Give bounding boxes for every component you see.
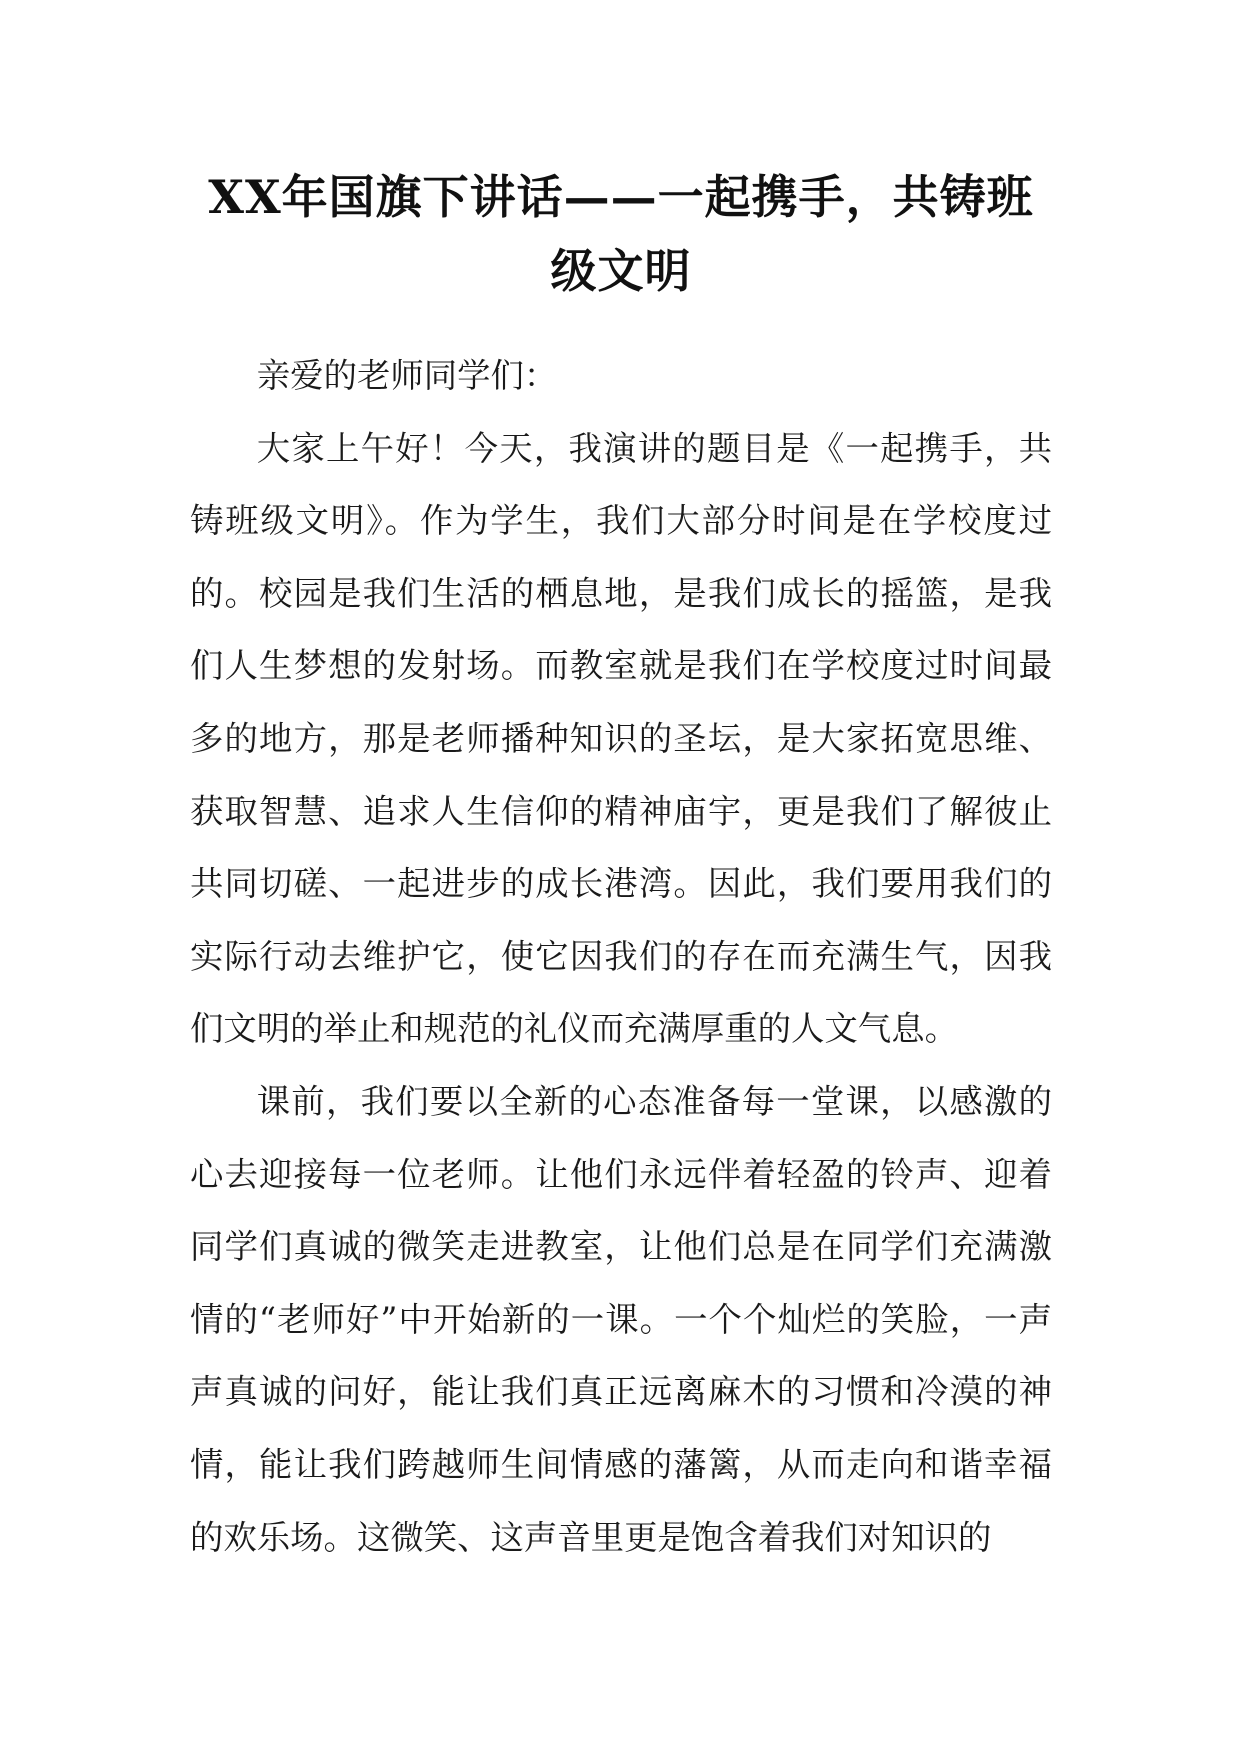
body-paragraph: 课前，我们要以全新的心态准备每一堂课，以感激的心去迎接每一位老师。让他们永远伴着轻盈的铃声、迎着同学们真诚的微笑走进教室，让他们总是在同学们充满激情的“老师好”中开始新的一课。一个个灿烂的笑脸，一声声真诚的问好，能让我们真正远离麻木的习惯和冷漠的神情，能让我们跨越师生间情感的藩篱，从而走向和谐幸福的欢乐场。这微笑、这声音里更是饱含着我们对知识的 bbox=[190, 1081, 1052, 1557]
document-title bbox=[190, 160, 1052, 308]
title-line-2: 级文明 bbox=[550, 244, 692, 298]
title-line-1: XX年国旗下讲话——一起携手，共铸班 bbox=[208, 170, 1034, 224]
document-body bbox=[190, 340, 1052, 1574]
salutation-paragraph: 亲爱的老师同学们： bbox=[256, 356, 558, 395]
body-paragraph: 大家上午好！今天，我演讲的题目是《一起携手，共铸班级文明》。作为学生，我们大部分时间是在学校度过的。校园是我们生活的栖息地，是我们成长的摇篮，是我们人生梦想的发射场。而教室就是我们在学校度过时间最多的地方，那是老师播种知识的圣坛，是大家拓宽思维、获取智慧、追求人生信仰的精神庙宇，更是我们了解彼止共同切磋、一起进步的成长港湾。因此，我们要用我们的实际行动去维护它，使它因我们的存在而充满生气，因我们文明的举止和规范的礼仪而充满厚重的人文气息。 bbox=[190, 428, 1052, 1049]
